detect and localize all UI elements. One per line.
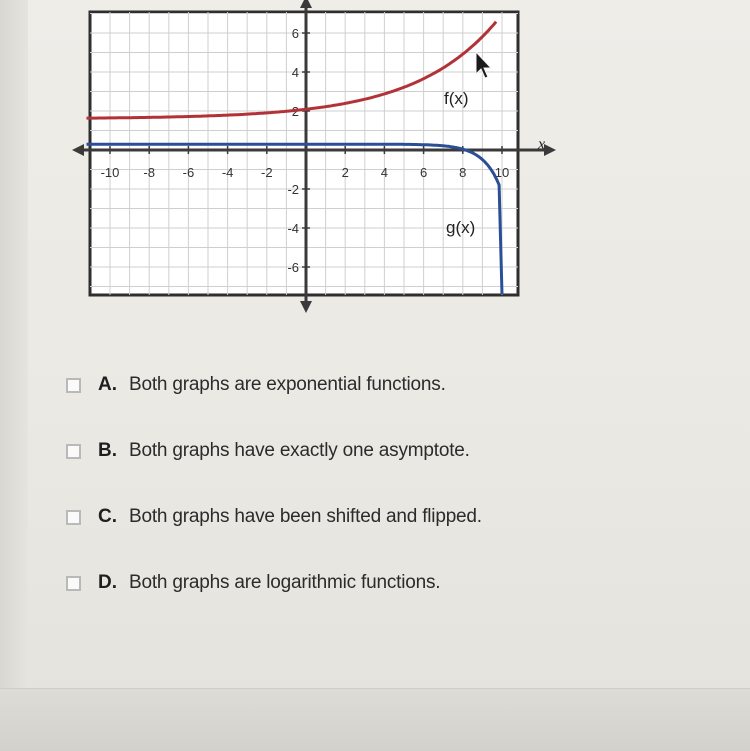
x-tick-label: 8 [459, 165, 467, 180]
choice-c-checkbox[interactable] [66, 510, 81, 525]
x-tick-label: -4 [221, 165, 234, 180]
choice-d[interactable] [66, 570, 686, 596]
y-tick-label: 6 [291, 26, 299, 41]
x-axis-arrow-right [544, 144, 556, 156]
x-tick-label: 6 [419, 165, 428, 180]
y-tick-label: -4 [287, 221, 299, 236]
choice-a[interactable] [66, 372, 686, 398]
choice-b-text: Both graphs have exactly one asymptote. [129, 440, 470, 461]
function-graph [60, 0, 580, 320]
x-tick-label: 10 [494, 165, 510, 180]
choice-b[interactable] [66, 438, 686, 464]
answer-choices [66, 372, 686, 636]
choice-c[interactable] [66, 504, 686, 530]
x-axis-label: x [538, 136, 546, 153]
graph-background [90, 12, 518, 295]
choice-a-text: Both graphs are exponential functions. [129, 374, 446, 395]
x-axis-arrow-left [72, 144, 84, 156]
choice-b-checkbox[interactable] [66, 444, 81, 459]
choice-d-text: Both graphs are logarithmic functions. [129, 572, 441, 593]
x-tick-label: 2 [341, 165, 349, 180]
x-tick-label: -8 [143, 165, 155, 180]
y-tick-label: -2 [287, 182, 299, 197]
g-label: g(x) [446, 218, 476, 237]
choice-d-checkbox[interactable] [66, 576, 81, 591]
choice-a-checkbox[interactable] [66, 378, 81, 393]
y-axis-arrow-down [300, 301, 312, 313]
choice-c-text: Both graphs have been shifted and flipped. [129, 506, 482, 527]
x-tick-label: -2 [261, 165, 273, 180]
choice-b-letter: B. [98, 440, 117, 461]
choice-d-letter: D. [98, 572, 117, 593]
y-tick-label: -6 [287, 260, 299, 275]
y-tick-label: 2 [291, 104, 299, 119]
x-tick-label: 4 [380, 165, 389, 180]
x-tick-label: -6 [182, 165, 195, 180]
f-label: f(x) [444, 89, 469, 108]
y-axis-arrow-up [300, 0, 312, 8]
y-tick-label: 4 [291, 65, 299, 80]
x-tick-label: -10 [100, 165, 120, 180]
choice-c-letter: C. [98, 506, 117, 527]
screen-bezel-left [0, 0, 28, 750]
choice-a-letter: A. [98, 374, 117, 395]
screen-bezel-bottom [0, 688, 750, 751]
